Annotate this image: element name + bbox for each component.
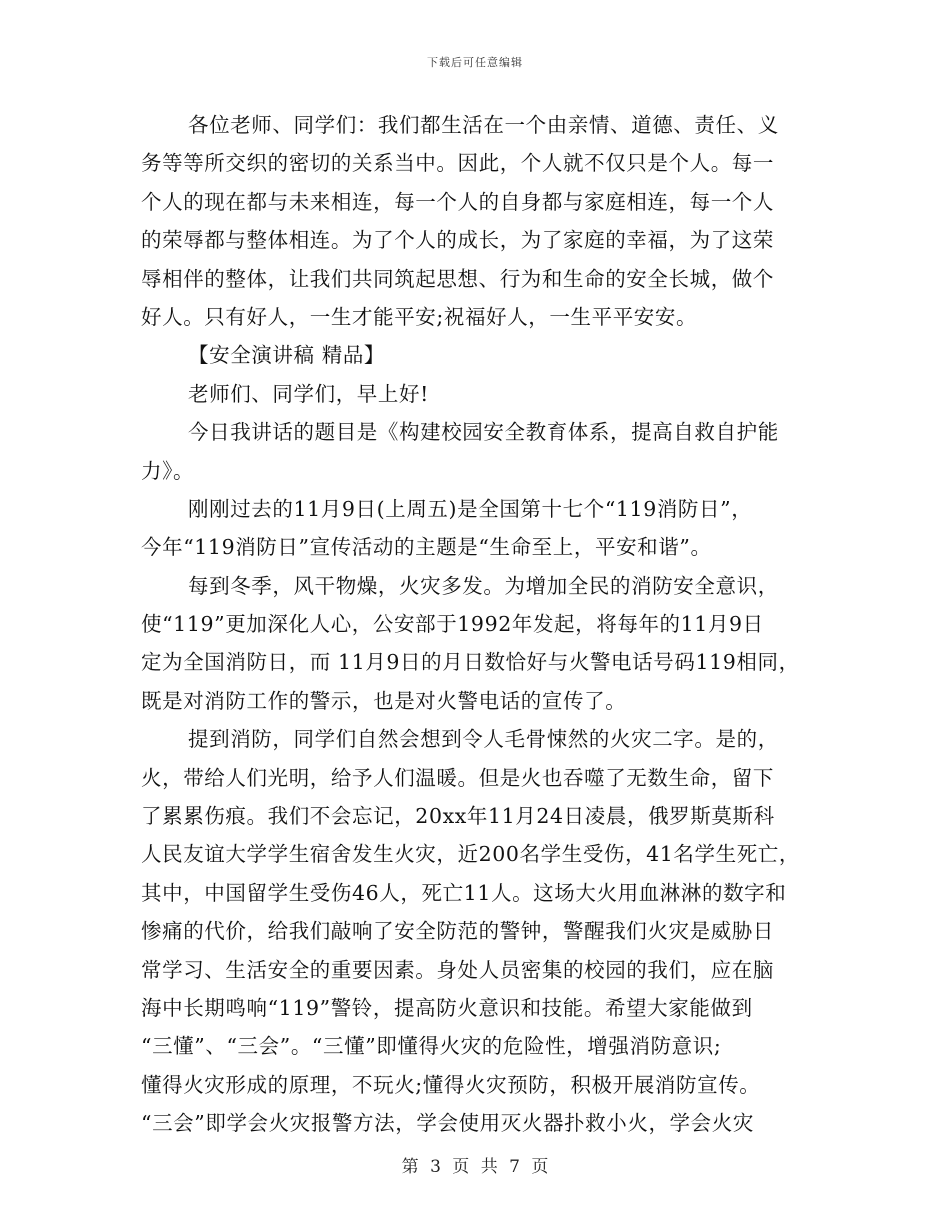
text-line: 火，带给人们光明，给予人们温暖。但是火也吞噬了无数生命，留下 bbox=[141, 765, 774, 790]
text-line: 常学习、生活安全的重要因素。身处人员密集的校园的我们，应在脑 bbox=[141, 957, 774, 982]
text-line: 的荣辱都与整体相连。为了个人的成长，为了家庭的幸福，为了这荣 bbox=[141, 228, 774, 253]
text-line: 懂得火灾形成的原理，不玩火;懂得火灾预防，积极开展消防宣传。 bbox=[141, 1072, 761, 1097]
text-line: 各位老师、同学们：我们都生活在一个由亲情、道德、责任、义 bbox=[188, 113, 779, 137]
text-line: 个人的现在都与未来相连，每一个人的自身都与家庭相连，每一个人 bbox=[141, 189, 774, 214]
document-body bbox=[141, 106, 816, 1143]
text-line: “三懂”、“三会”。“三懂”即懂得火灾的危险性，增强消防意识; bbox=[141, 1034, 722, 1059]
page-header-note: 下载后可任意编辑 bbox=[427, 56, 523, 69]
text-line: 了累累伤痕。我们不会忘记，20xx年11月24日凌晨，俄罗斯莫斯科 bbox=[141, 804, 775, 829]
text-line: “三会”即学会火灾报警方法，学会使用灭火器扑救小火，学会火灾 bbox=[141, 1111, 754, 1136]
section-heading: 【安全演讲稿 精品】 bbox=[188, 343, 386, 368]
text-line: 海中长期鸣响“119”警铃，提高防火意识和技能。希望大家能做到 bbox=[141, 995, 753, 1020]
text-line: 刚刚过去的11月9日(上周五)是全国第十七个“119消防日”， bbox=[188, 496, 753, 521]
text-line: 使“119”更加深化人心，公安部于1992年发起，将每年的11月9日 bbox=[141, 612, 764, 637]
text-line: 务等等所交织的密切的关系当中。因此，个人就不仅只是个人。每一 bbox=[141, 151, 774, 176]
text-line: 力》。 bbox=[141, 458, 195, 483]
text-line: 今年“119消防日”宣传活动的主题是“生命至上，平安和谐”。 bbox=[141, 535, 712, 560]
text-line: 每到冬季，风干物燥，火灾多发。为增加全民的消防安全意识， bbox=[188, 573, 779, 598]
text-line: 人民友谊大学学生宿舍发生火灾，近200名学生受伤，41名学生死亡， bbox=[141, 842, 801, 867]
text-line: 惨痛的代价，给我们敲响了安全防范的警钟，警醒我们火灾是威胁日 bbox=[141, 919, 774, 944]
text-line: 提到消防，同学们自然会想到令人毛骨悚然的火灾二字。是的， bbox=[188, 727, 779, 752]
text-line: 既是对消防工作的警示，也是对火警电话的宣传了。 bbox=[141, 688, 627, 713]
text-line: 定为全国消防日，而 11月9日的月日数恰好与火警电话号码119相同， bbox=[141, 650, 800, 675]
text-line: 老师们、同学们，早上好! bbox=[188, 381, 429, 406]
text-line: 今日我讲话的题目是《构建校园安全教育体系，提高自救自护能 bbox=[188, 420, 779, 445]
text-line: 好人。只有好人，一生才能平安;祝福好人，一生平平安安。 bbox=[141, 304, 698, 329]
page-number: 第 3 页 共 7 页 bbox=[401, 1157, 549, 1177]
text-line: 其中，中国留学生受伤46人，死亡11人。这场大火用血淋淋的数字和 bbox=[141, 880, 787, 905]
text-line: 辱相伴的整体，让我们共同筑起思想、行为和生命的安全长城，做个 bbox=[141, 266, 774, 291]
